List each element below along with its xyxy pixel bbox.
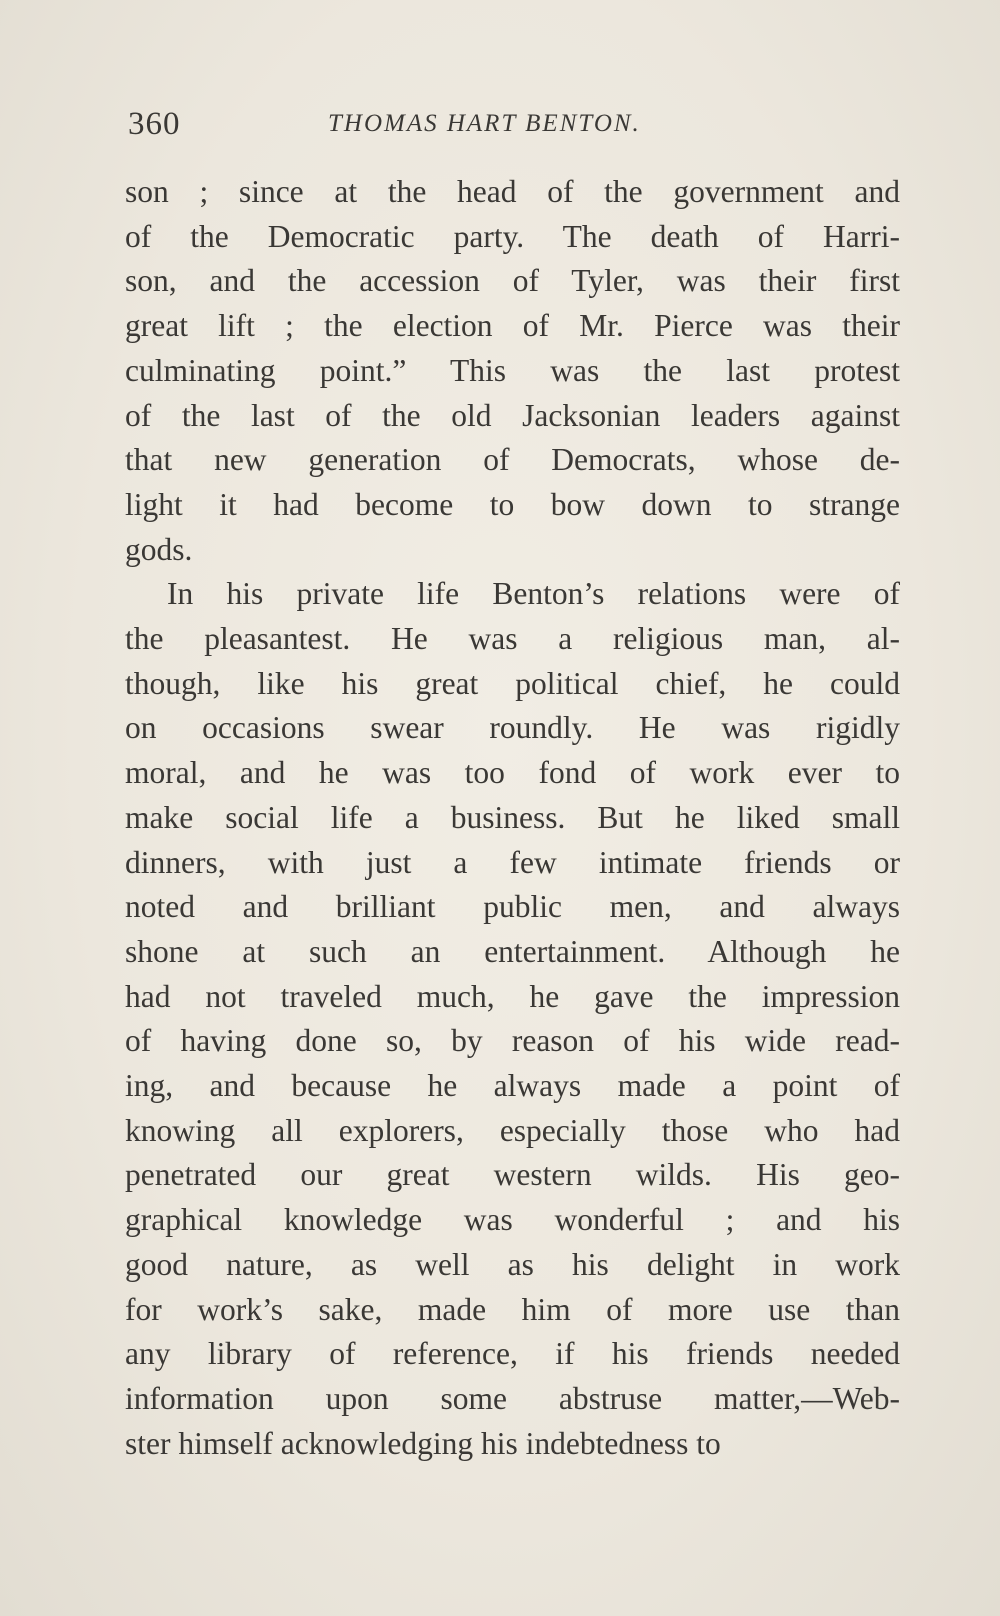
running-head: THOMAS HART BENTON. (328, 110, 641, 137)
text-line: noted and brilliant public men, and always (125, 889, 900, 925)
text-line: knowing all explorers, especially those who had (125, 1112, 900, 1148)
text-line: for work’s sake, made him of more use than (125, 1291, 900, 1327)
text-line: penetrated our great western wilds. His geo- (125, 1157, 900, 1193)
text-line: son, and the accession of Tyler, was their first (125, 263, 900, 299)
text-line: gods. (125, 531, 193, 567)
text-line: ing, and because he always made a point of (125, 1068, 900, 1103)
text-line: make social life a business. But he liked small (125, 799, 900, 835)
text-line: the pleasantest. He was a religious man, al- (125, 621, 900, 656)
text-line: of having done so, by reason of his wide read- (125, 1023, 900, 1059)
text-line: shone at such an entertainment. Although he (125, 933, 900, 969)
text-line: though, like his great political chief, he could (125, 665, 900, 701)
text-line: good nature, as well as his delight in work (125, 1246, 900, 1282)
text-line: light it had become to bow down to strange (125, 486, 900, 522)
text-line: of the last of the old Jacksonian leaders against (125, 397, 900, 433)
text-line: on occasions swear roundly. He was rigidly (125, 710, 900, 746)
text-line: son ; since at the head of the government and (125, 174, 900, 209)
text-line: of the Democratic party. The death of Harri- (125, 218, 900, 254)
page-number: 360 (128, 106, 181, 142)
text-line: any library of reference, if his friends needed (125, 1336, 900, 1372)
text-line: moral, and he was too fond of work ever to (125, 755, 900, 791)
text-line: information upon some abstruse matter,—Web- (125, 1380, 900, 1416)
text-line: dinners, with just a few intimate friends or (125, 844, 900, 880)
text-line: that new generation of Democrats, whose de- (125, 442, 900, 478)
text-line: ster himself acknowledging his indebtedness to (125, 1425, 721, 1461)
text-line: graphical knowledge was wonderful ; and his (125, 1202, 900, 1238)
text-line: In his private life Benton’s relations were of (167, 576, 900, 612)
page-header (128, 106, 898, 146)
text-line: culminating point.” This was the last protest (125, 352, 900, 388)
text-line: great lift ; the election of Mr. Pierce was their (125, 308, 900, 344)
text-line: had not traveled much, he gave the impression (125, 978, 900, 1014)
